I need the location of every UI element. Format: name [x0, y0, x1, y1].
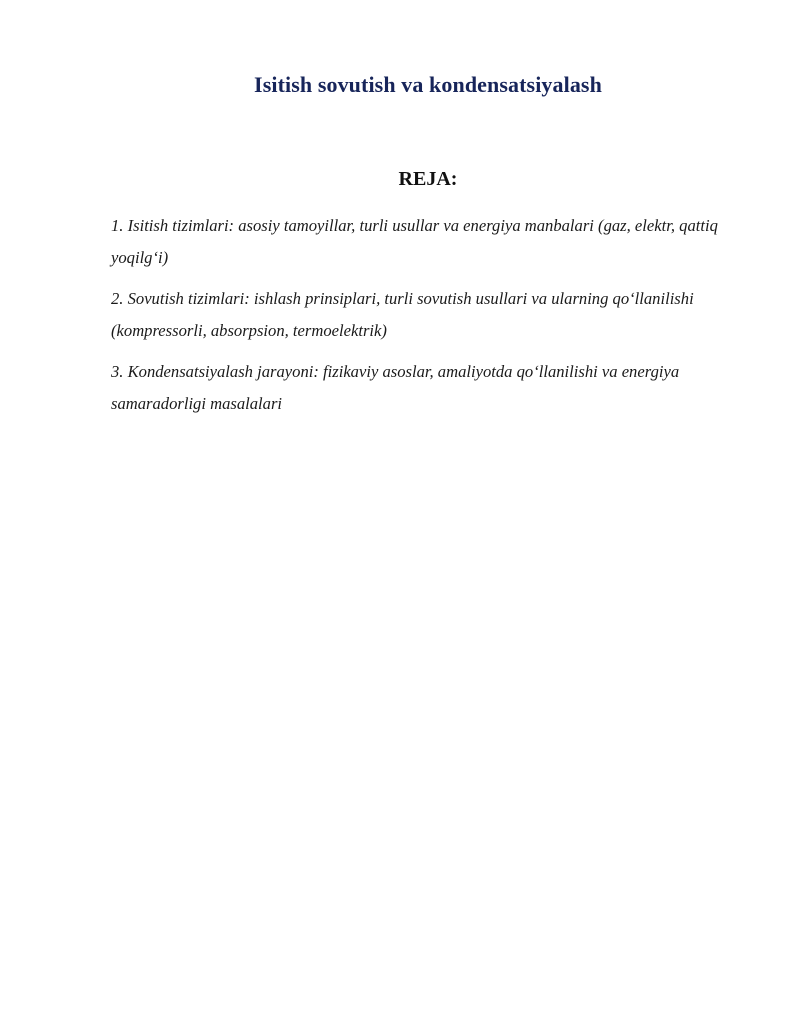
plan-item-1: 1. Isitish tizimlari: asosiy tamoyillar, turli usullar va energiya manbalari (gaz, elektr, qattiq yoqilg‘i): [111, 216, 718, 267]
plan-heading: REJA:: [398, 168, 458, 190]
plan-item-3: 3. Kondensatsiyalash jarayoni: fizikaviy asoslar, amaliyotda qo‘llanilishi va energiya samaradorligi masalalari: [111, 362, 680, 413]
document-title: Isitish sovutish va kondensatsiyalash: [254, 72, 602, 97]
plan-item-2: 2. Sovutish tizimlari: ishlash prinsiplari, turli sovutish usullari va ularning qo‘llanilishi (kompressorli, absorpsion, termoelektrik): [111, 289, 694, 340]
plan-list: [111, 210, 747, 429]
